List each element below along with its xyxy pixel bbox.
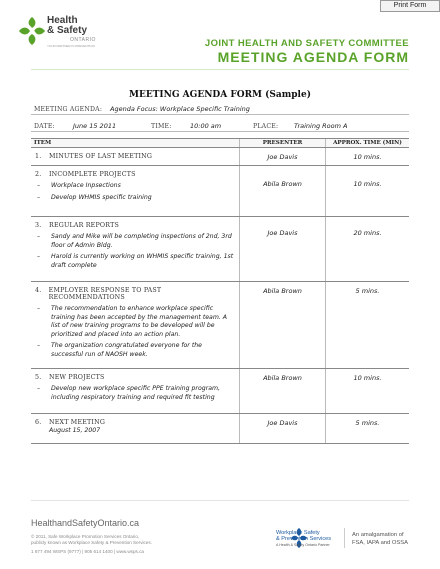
- presenter-field[interactable]: Abila Brown: [240, 369, 326, 413]
- item-title: EMPLOYER RESPONSE TO PAST RECOMMENDATIONS: [48, 287, 162, 301]
- form-title: MEETING AGENDA FORM (Sample): [129, 90, 311, 100]
- amalgamation-line1: An amalgamation of: [352, 532, 404, 538]
- date-field[interactable]: June 15 2011: [73, 121, 117, 130]
- page-title: MEETING AGENDA FORM: [217, 49, 409, 65]
- item-title: REGULAR REPORTS: [49, 222, 120, 229]
- footer-site-name: HealthandSafetyOntario.ca: [31, 518, 140, 528]
- brand-line2: & Safety: [47, 25, 88, 36]
- presenter-column-header: PRESENTER: [240, 139, 326, 147]
- item-title: NEW PROJECTS: [49, 374, 105, 381]
- footer-contact: 1 877 494 WSPS (9777) | 905 614 1400 | www.wsps.ca: [31, 549, 144, 554]
- brand-line3: ONTARIO: [70, 37, 96, 43]
- agenda-label: MEETING AGENDA:: [34, 106, 103, 113]
- presenter-field[interactable]: Abila Brown: [240, 166, 326, 216]
- date-label: DATE:: [34, 123, 55, 130]
- place-field[interactable]: Training Room A: [294, 121, 348, 130]
- item-title: MINUTES OF LAST MEETING: [49, 153, 153, 160]
- item-number: 4.: [35, 287, 42, 294]
- time-field[interactable]: 5 mins.: [355, 287, 380, 295]
- wsps-name-line1: Workplace Safety: [276, 530, 320, 536]
- list-item: – Develop WHMIS specific training: [37, 193, 152, 201]
- item-number: 3.: [35, 222, 42, 229]
- list-item: – Harold is currently working on WHMIS specific training, 1st draft complete: [37, 253, 234, 269]
- header-divider: [31, 69, 409, 70]
- agenda-table: [31, 138, 409, 444]
- date-time-place-row: [31, 120, 409, 132]
- health-safety-ontario-logo: [18, 14, 108, 50]
- next-meeting-date: August 15, 2007: [49, 427, 101, 434]
- item-bullet-list: [37, 182, 235, 202]
- time-field[interactable]: 10 mins.: [353, 374, 382, 382]
- item-bullet-list: [37, 385, 235, 402]
- table-row: [31, 217, 409, 282]
- print-form-button[interactable]: Print Form: [380, 0, 440, 12]
- table-row: [31, 148, 409, 166]
- time-field[interactable]: 10 mins.: [353, 153, 382, 161]
- list-item: – Develop new workplace specific PPE training program, including respiratory training and required fit testing: [37, 385, 221, 401]
- wsps-name-line2: & Prevention Services: [276, 536, 332, 542]
- item-bullet-list: [37, 233, 235, 270]
- time-field[interactable]: 10:00 am: [190, 121, 222, 130]
- presenter-field[interactable]: Joe Davis: [240, 414, 326, 443]
- item-number: 1.: [35, 153, 42, 160]
- item-column-header: ITEM: [31, 139, 240, 147]
- time-field[interactable]: 10 mins.: [353, 180, 382, 188]
- brand-tagline: YOUR PARTNER IN PREVENTION: [47, 44, 95, 48]
- wsps-tagline: A Health & Safety Ontario Partner: [276, 543, 330, 547]
- table-header: [31, 139, 409, 148]
- agenda-field[interactable]: Agenda Focus: Workplace Specific Training: [110, 104, 250, 113]
- footer-copyright-line1: © 2011, Safe Workplace Promotion Services Ontario,: [31, 534, 140, 539]
- footer-vertical-divider: [344, 528, 345, 548]
- time-field[interactable]: 20 mins.: [353, 229, 382, 237]
- item-bullet-list: [37, 305, 235, 360]
- time-field[interactable]: 5 mins.: [355, 419, 380, 427]
- table-row: [31, 166, 409, 217]
- committee-subtitle: JOINT HEALTH AND SAFETY COMMITTEE: [204, 38, 409, 49]
- brand-line1: Health: [47, 15, 78, 26]
- list-item: – The recommendation to enhance workplace specific training has been accepted by the management team. A list of new training programs to be developed will be prioritized and placed into an action plan.: [37, 305, 228, 338]
- table-row: [31, 369, 409, 414]
- presenter-field[interactable]: Joe Davis: [240, 217, 326, 281]
- list-item: – The organization congratulated everyone for the successful run of NAOSH week.: [37, 342, 202, 358]
- place-label: PLACE:: [253, 123, 279, 130]
- time-column-header: APPROX. TIME (MIN): [333, 140, 402, 146]
- footer-copyright-line2: publicly known as Workplace Safety & Prevention Services.: [31, 540, 152, 545]
- item-title: NEXT MEETING: [49, 419, 106, 426]
- item-title: INCOMPLETE PROJECTS: [49, 171, 136, 178]
- list-item: – Workplace Inpsections: [37, 182, 121, 189]
- table-row: [31, 414, 409, 444]
- presenter-field[interactable]: Joe Davis: [240, 148, 326, 165]
- presenter-field[interactable]: Abila Brown: [240, 282, 326, 368]
- cross-logo-icon: [18, 16, 46, 46]
- time-label: TIME:: [151, 123, 172, 130]
- list-item: – Sandy and Mike will be completing inspections of 2nd, 3rd floor of Admin Bldg.: [37, 233, 232, 249]
- item-number: 5.: [35, 374, 42, 381]
- item-number: 2.: [35, 171, 42, 178]
- item-number: 6.: [35, 419, 42, 426]
- agenda-row: [31, 103, 409, 115]
- table-row: [31, 282, 409, 369]
- footer-divider: [31, 500, 409, 501]
- amalgamation-line2: FSA, IAPA and OSSA: [352, 540, 408, 546]
